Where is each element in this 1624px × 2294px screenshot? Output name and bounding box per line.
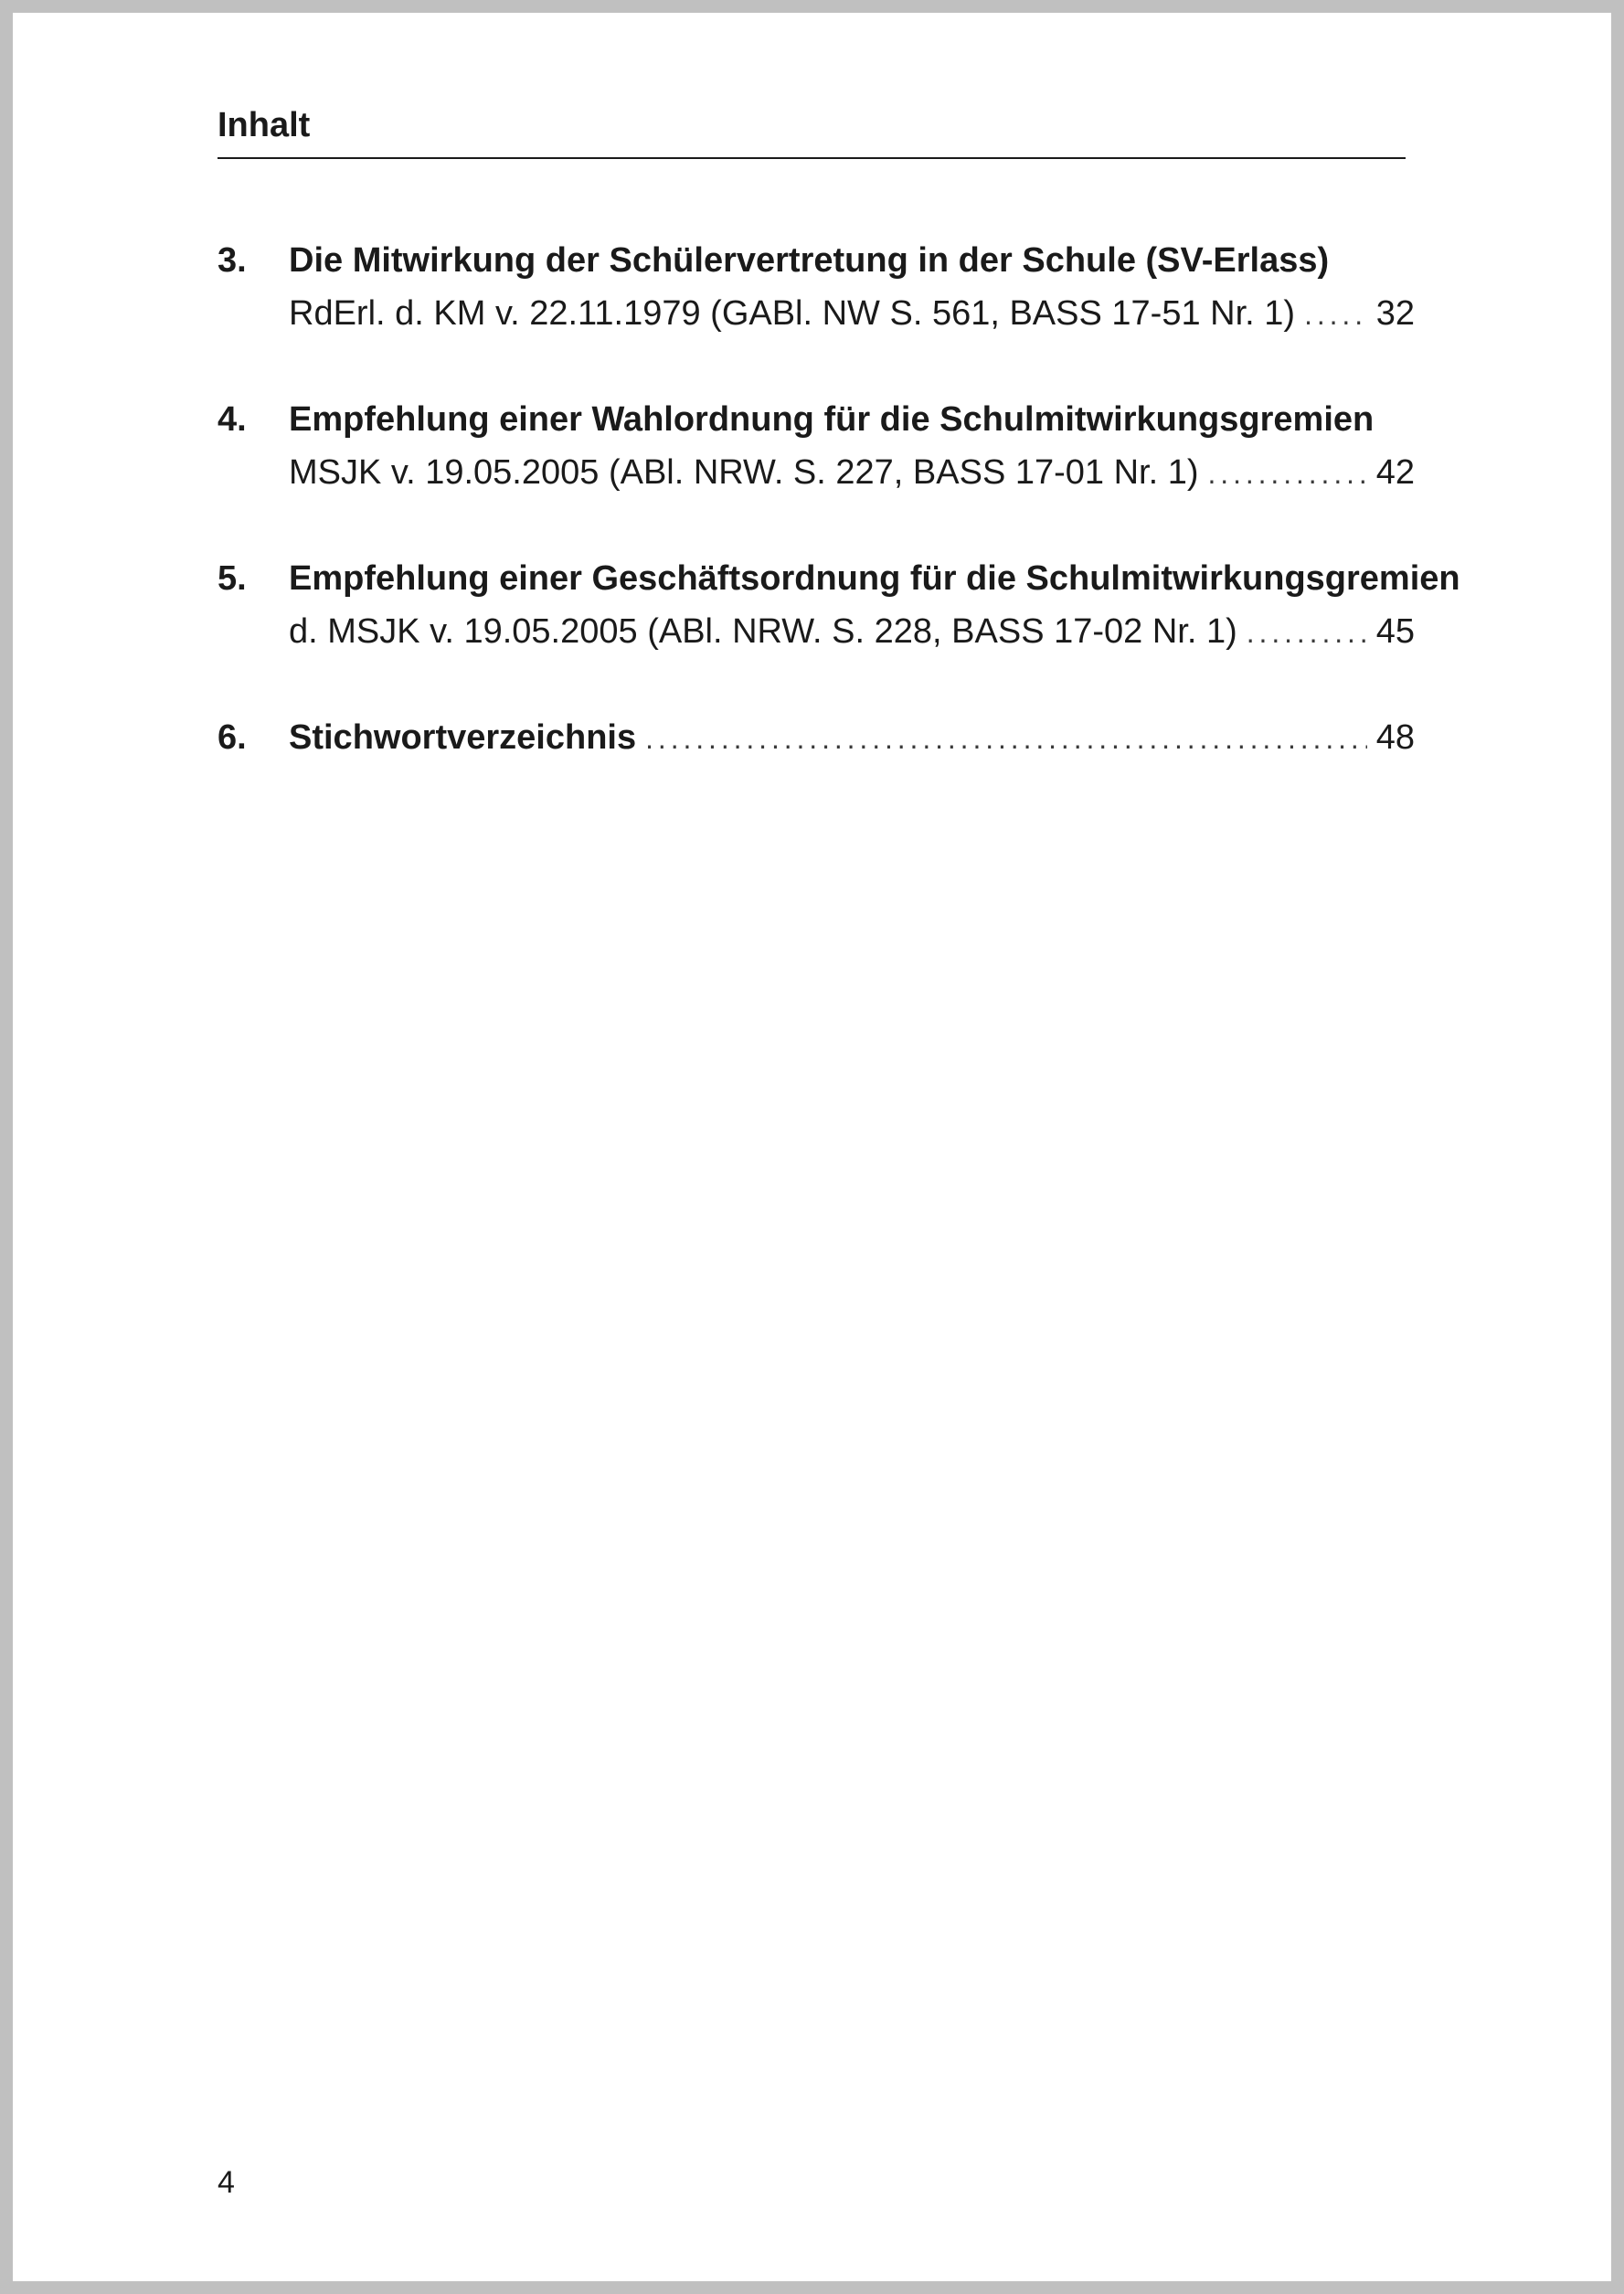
dot-leader — [1247, 606, 1367, 659]
footer-page-number: 4 — [218, 2165, 235, 2200]
toc-entry-title: Die Mitwirkung der Schülervertretung in der Schule (SV-Erlass) — [289, 241, 1330, 280]
toc-entry-title-row — [218, 552, 1460, 605]
toc-entry-subtitle: d. MSJK v. 19.05.2005 (ABl. NRW. S. 228, BASS 17-02 Nr. 1) — [289, 612, 1237, 651]
toc-entry-page: 32 — [1375, 294, 1415, 333]
toc-entry-number: 4. — [218, 400, 247, 439]
toc-entry-4 — [218, 393, 1415, 499]
toc-entry-subtitle-row — [218, 605, 1415, 658]
toc-entry-page: 45 — [1375, 612, 1415, 651]
toc-entry-number: 3. — [218, 241, 247, 280]
toc-entry-number: 6. — [218, 718, 247, 757]
dot-leader — [645, 712, 1367, 765]
page-title: Inhalt — [218, 106, 311, 144]
table-of-contents — [218, 234, 1460, 764]
document-page — [13, 13, 1611, 2281]
toc-entry-title: Empfehlung einer Wahlordnung für die Schulmitwirkungsgremien — [289, 400, 1375, 439]
toc-entry-subtitle-row — [218, 287, 1415, 340]
toc-entry-3 — [218, 234, 1415, 340]
page-header — [218, 104, 1406, 159]
toc-entry-title: Empfehlung einer Geschäftsordnung für die Schulmitwirkungsgremien — [289, 559, 1460, 598]
toc-entry-subtitle: RdErl. d. KM v. 22.11.1979 (GABl. NW S. 561, BASS 17-51 Nr. 1) — [289, 294, 1296, 333]
toc-entry-title-row — [218, 393, 1415, 446]
toc-entry-subtitle: MSJK v. 19.05.2005 (ABl. NRW. S. 227, BASS 17-01 Nr. 1) — [289, 453, 1199, 492]
dot-leader — [1208, 447, 1367, 500]
toc-entry-6 — [218, 711, 1415, 764]
toc-entry-subtitle-row — [218, 446, 1415, 499]
toc-entry-title-row — [218, 711, 1415, 764]
toc-entry-number: 5. — [218, 559, 247, 598]
toc-entry-5 — [218, 552, 1460, 658]
toc-entry-title-row — [218, 234, 1415, 287]
dot-leader — [1304, 288, 1367, 341]
toc-entry-title: Stichwortverzeichnis — [289, 718, 637, 757]
toc-entry-page: 42 — [1375, 453, 1415, 492]
toc-entry-page: 48 — [1375, 718, 1415, 757]
